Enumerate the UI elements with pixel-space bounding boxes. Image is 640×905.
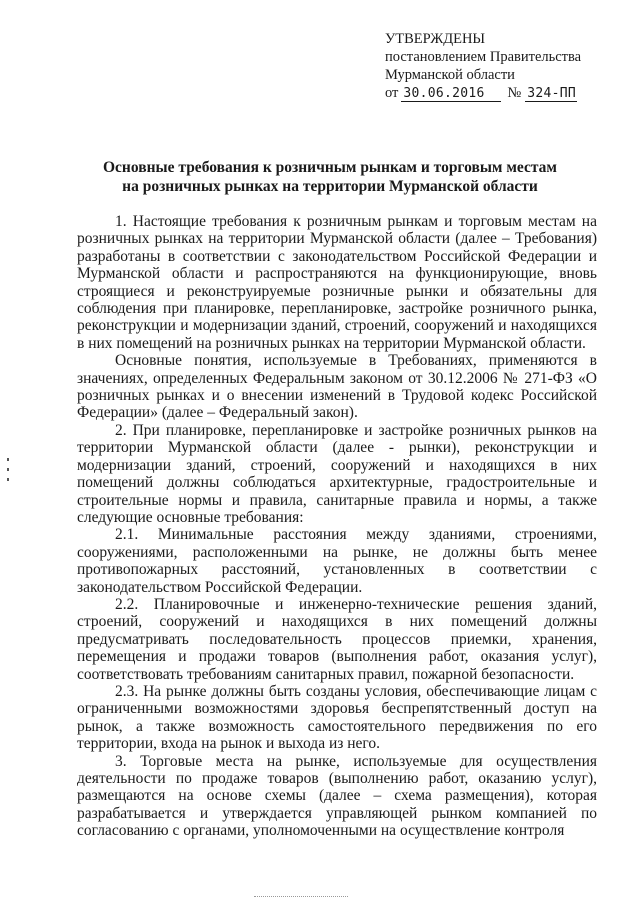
- approval-date-row: [385, 84, 615, 102]
- approval-block: [385, 30, 615, 102]
- paragraph-2-1: 2.1. Минимальные расстояния между зданиями, строениями, сооружениями, расположенными на рынке, не должны быть менее противопожарных расстояний, установленных в соответствии с законодательством Российской Федерации.: [77, 526, 597, 596]
- heading-line-1: Основные требования к розничным рынкам и торговым местам: [103, 159, 557, 176]
- paragraph-1: 1. Настоящие требования к розничным рынкам и торговым местам на розничных рынках на территории Мурманской области (далее – Требования) разработаны в соответствии с законодательством Российской Федерации и Мурманской области и распространяются на функционирующие, вновь строящиеся и реконструируемые розничные рынки и обязательны для соблюдения при планировке, перепланировке, застройке розничного рынка, реконструкции и модернизации зданий, строений, сооружений и находящихся в них помещений на розничных рынках на территории Мурманской области.: [77, 213, 597, 352]
- approval-line-2: Мурманской области: [385, 67, 515, 83]
- bottom-scan-rule: [254, 896, 348, 897]
- document-heading: [60, 158, 600, 196]
- paragraph-2-3: 2.3. На рынке должны быть созданы условия, обеспечивающие лицам с ограниченными возможностями здоровья беспрепятственный доступ на рынок, а также возможность самостоятельного передвижения по его территории, входа на рынок и выхода из него.: [77, 682, 597, 753]
- margin-scan-marks: [5, 458, 11, 498]
- document-body: [77, 213, 597, 840]
- approval-line-1: постановлением Правительства: [385, 49, 582, 65]
- approval-title: УТВЕРЖДЕНЫ: [385, 31, 486, 47]
- approval-number: 324-ПП: [527, 86, 577, 101]
- paragraph-2-2: 2.2. Планировочные и инженерно-технические решения зданий, строений, сооружений и находящихся в них помещений должны предусматривать последовательность процессов приемки, хранения, перемещения и продажи товаров (выполнения работ, оказания услуг), соответствовать требованиям санитарных правил, пожарной безопасности.: [77, 595, 597, 683]
- paragraph-3: 3. Торговые места на рынке, используемые для осуществления деятельности по продаже товаров (выполнению работ, оказанию услуг), размещаются на основе схемы (далее – схема размещения), которая разрабатывается и утверждается управляющей рынком компанией по согласованию с органами, уполномоченными на осуществление контроля: [77, 752, 597, 840]
- approval-from-label: от: [385, 85, 399, 101]
- approval-date: 30.06.2016: [401, 86, 501, 102]
- approval-number-label: №: [507, 85, 522, 101]
- heading-line-2: на розничных рынках на территории Мурманской области: [122, 178, 538, 195]
- paragraph-definitions: Основные понятия, используемые в Требованиях, применяются в значениях, определенных Федеральным законом от 30.12.2006 № 271-ФЗ «О розничных рынках и о внесении изменений в Трудовой кодекс Российской Федерации» (далее – Федеральный закон).: [77, 352, 597, 422]
- paragraph-2: 2. При планировке, перепланировке и застройке розничных рынков на территории Мурманской области (далее - рынки), реконструкции и модернизации зданий, строений, сооружений и находящихся в них помещений должны соблюдаться архитектурные, градостроительные и строительные нормы и правила, санитарные правила и нормы, а также следующие основные требования:: [77, 421, 597, 526]
